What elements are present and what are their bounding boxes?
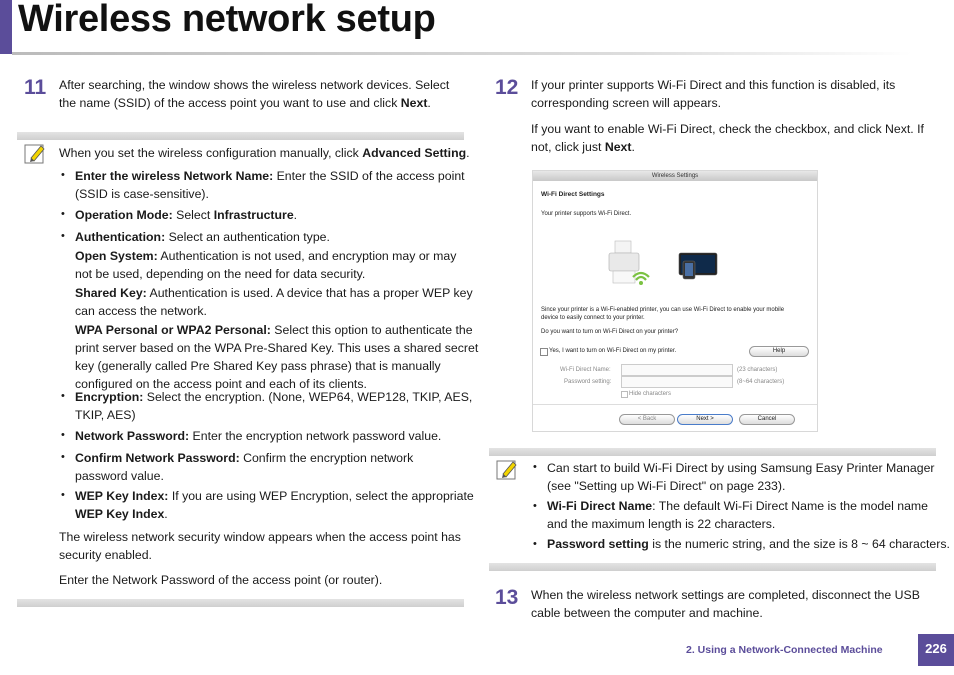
step-11-line1: After searching, the window shows the wireless network devices. Select <box>59 78 450 92</box>
text: print server based on the WPA Pre-Shared Key. This uses a shared secret <box>75 341 479 355</box>
note-password-paragraph: Enter the Network Password of the access point (or router). <box>59 573 383 587</box>
text: the name (SSID) of the access point you want to use and click <box>59 96 401 110</box>
header-accent-bar <box>0 0 12 54</box>
shared-key-label: Shared Key: <box>75 286 147 300</box>
bullet-authentication <box>75 228 478 393</box>
text: and the maximum length is 22 characters. <box>547 517 776 531</box>
bullet: • <box>61 169 65 181</box>
text: . <box>293 208 298 222</box>
label: Operation Mode: <box>75 208 173 222</box>
note-password-setting <box>547 535 950 553</box>
text: When you set the wireless configuration manually, click <box>59 146 363 160</box>
note-security-paragraph <box>59 528 461 564</box>
label: Authentication: <box>75 230 166 244</box>
label: Wi-Fi Direct Name <box>547 499 653 513</box>
printer-wifi-illustration-icon <box>607 237 723 292</box>
text: When the wireless network settings are completed, disconnect the USB <box>531 588 920 602</box>
label: Enter the wireless Network Name: <box>75 169 274 183</box>
text: is the numeric string, and the size is 8 ~ 64 characters. <box>648 537 950 551</box>
note-top-bar <box>17 132 464 140</box>
text: not be used, depending on the need for data security. <box>75 267 366 281</box>
samsung-easy-printer-manager-link[interactable]: Samsung Easy Printer Manager <box>760 461 935 475</box>
text: Authentication is not used, and encryption may or may <box>157 249 457 263</box>
note-easy-printer-manager <box>547 459 935 495</box>
text: If you want to enable Wi-Fi Direct, check the checkbox, and click Next. If <box>531 122 924 136</box>
infrastructure-keyword: Infrastructure <box>213 208 294 222</box>
text: Select an authentication type. <box>165 230 330 244</box>
step-13-text <box>531 586 920 622</box>
bullet: • <box>61 390 65 402</box>
note-pencil-icon <box>496 459 518 486</box>
open-system-label: Open System: <box>75 249 158 263</box>
next-keyword: Next <box>604 140 632 154</box>
password-length-hint: (8~64 characters) <box>737 379 785 385</box>
note-intro <box>59 144 470 162</box>
bullet: • <box>533 538 537 550</box>
bullet-network-name <box>75 167 465 203</box>
name-length-hint: (23 characters) <box>737 367 778 373</box>
text: (SSID is case-sensitive). <box>75 187 209 201</box>
text: The wireless network security window appears when the access point has <box>59 530 461 544</box>
dialog-question: Do you want to turn on Wi-Fi Direct on your printer? <box>541 329 679 335</box>
text: . <box>466 146 470 160</box>
text: configured on the access point and each of its clients. <box>75 377 367 391</box>
bullet: • <box>61 208 65 220</box>
dialog-heading: Wi-Fi Direct Settings <box>541 191 605 198</box>
note-wifi-direct-name <box>547 497 928 533</box>
label: Confirm Network Password: <box>75 451 240 465</box>
text: security enabled. <box>59 548 152 562</box>
text: Enter the SSID of the access point <box>273 169 465 183</box>
text: cable between the computer and machine. <box>531 606 763 620</box>
text: . <box>631 140 635 154</box>
dialog-supports-text: Your printer supports Wi-Fi Direct. <box>541 211 632 217</box>
text: Select <box>172 208 214 222</box>
step-11-line2 <box>59 94 469 112</box>
text: If you are using WEP Encryption, select the appropriate <box>168 489 474 503</box>
back-button[interactable]: < Back <box>619 414 675 425</box>
wifi-direct-name-field[interactable] <box>621 364 733 376</box>
text: key (generally called Pre Shared Key pass phrase) that is manually <box>75 359 441 373</box>
dialog-divider <box>533 404 817 405</box>
footer-chapter-label: 2. Using a Network-Connected Machine <box>686 644 883 656</box>
password-setting-field[interactable] <box>621 376 733 388</box>
cancel-button[interactable]: Cancel <box>739 414 795 425</box>
bullet: • <box>533 461 537 473</box>
title-divider <box>12 52 912 55</box>
step-number-11: 11 <box>24 76 47 99</box>
wpa-personal-label: WPA Personal or WPA2 Personal: <box>75 323 271 337</box>
text: Confirm the encryption network <box>239 451 414 465</box>
advanced-setting-keyword: Advanced Setting <box>362 146 467 160</box>
dialog-since-line2: device to easily connect to your printer. <box>541 315 645 321</box>
bullet-confirm-password <box>75 449 413 485</box>
bullet: • <box>533 500 537 512</box>
wep-key-index-keyword: WEP Key Index <box>75 507 165 521</box>
label: Password setting <box>547 537 649 551</box>
hide-characters-checkbox[interactable] <box>621 391 628 398</box>
text: not, click just <box>531 140 605 154</box>
note-pencil-icon <box>24 143 46 170</box>
text: . <box>427 96 431 110</box>
step-number-13: 13 <box>495 586 519 609</box>
hide-characters-label: Hide characters <box>629 391 672 397</box>
next-keyword: Next <box>400 96 428 110</box>
bullet: • <box>61 429 65 441</box>
page-title: Wireless network setup <box>18 0 436 40</box>
dialog-title-bar: Wireless Settings <box>533 171 817 181</box>
step-12-text <box>531 76 924 156</box>
note-bottom-bar <box>17 599 464 607</box>
text: Authentication is used. A device that has a proper WEP key <box>146 286 473 300</box>
text: . <box>164 507 168 521</box>
text: ). <box>777 479 786 493</box>
label: Network Password: <box>75 429 190 443</box>
step-number-12: 12 <box>495 76 519 99</box>
next-button[interactable]: Next > <box>677 414 733 425</box>
text: corresponding screen will appears. <box>531 96 722 110</box>
wifi-direct-name-label: Wi-Fi Direct Name: <box>560 367 611 373</box>
bullet-encryption <box>75 388 472 424</box>
text: password value. <box>75 469 164 483</box>
wifi-direct-checkbox[interactable] <box>540 348 548 356</box>
text: Select this option to authenticate the <box>270 323 473 337</box>
text: Select the encryption. (None, WEP64, WEP128, TKIP, AES, <box>143 390 473 404</box>
step-11-text <box>59 76 469 112</box>
bullet-wep-key-index <box>75 487 474 523</box>
help-button[interactable]: Help <box>749 346 809 357</box>
text: : The default Wi-Fi Direct Name is the model name <box>652 499 928 513</box>
text: If your printer supports Wi-Fi Direct and this function is disabled, its <box>531 78 896 92</box>
text: Enter the encryption network password value. <box>189 429 442 443</box>
text: (see <box>547 479 575 493</box>
bullet: • <box>61 451 65 463</box>
bullet: • <box>61 489 65 501</box>
page-reference-link[interactable]: "Setting up Wi-Fi Direct" on page 233 <box>574 479 778 493</box>
bullet: • <box>61 230 65 242</box>
wifi-direct-dialog <box>532 170 818 432</box>
bullet-operation-mode <box>75 206 297 224</box>
password-setting-label: Password setting: <box>564 379 612 385</box>
page-number: 226 <box>918 634 954 666</box>
text: TKIP, AES) <box>75 408 136 422</box>
text: can access the network. <box>75 304 207 318</box>
note-bottom-bar <box>489 563 936 571</box>
wifi-direct-checkbox-label[interactable]: Yes, I want to turn on Wi-Fi Direct on my printer. <box>549 348 677 354</box>
text: Can start to build Wi-Fi Direct by using <box>547 461 761 475</box>
dialog-since-line1: Since your printer is a Wi-Fi-enabled printer, you can use Wi-Fi Direct to enable your mobile <box>541 307 785 313</box>
bullet-network-password <box>75 427 441 445</box>
note-top-bar <box>489 448 936 456</box>
label: Encryption: <box>75 390 144 404</box>
label: WEP Key Index: <box>75 489 169 503</box>
